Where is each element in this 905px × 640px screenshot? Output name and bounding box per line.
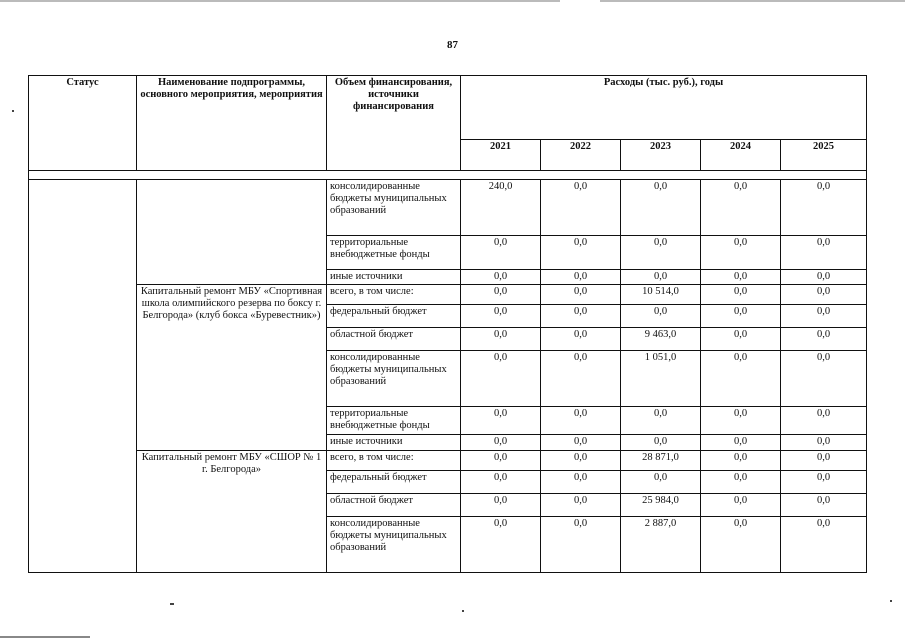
- year-2021: 2021: [461, 139, 541, 170]
- source-cell: областной бюджет: [327, 494, 461, 517]
- measure-name-sshor-1: Капитальный ремонт МБУ «СШОР № 1 г. Белгорода»: [137, 451, 327, 573]
- value-cell: 0,0: [781, 285, 867, 305]
- value-cell: 0,0: [461, 328, 541, 351]
- value-cell: 25 984,0: [621, 494, 701, 517]
- source-cell: консолидированные бюджеты муниципальных образований: [327, 517, 461, 573]
- value-cell: 0,0: [701, 236, 781, 270]
- value-cell: 0,0: [781, 270, 867, 285]
- source-cell: областной бюджет: [327, 328, 461, 351]
- value-cell: 0,0: [461, 517, 541, 573]
- value-cell: 0,0: [621, 407, 701, 435]
- value-cell: 0,0: [461, 451, 541, 471]
- scan-speck: [890, 600, 892, 602]
- scan-speck: [462, 610, 464, 612]
- scan-edge-line: [0, 0, 905, 2]
- table-row: [29, 180, 867, 236]
- scan-speck: [12, 110, 14, 112]
- value-cell: 0,0: [781, 451, 867, 471]
- header-expenses: Расходы (тыс. руб.), годы: [461, 76, 867, 140]
- value-cell: 0,0: [781, 517, 867, 573]
- value-cell: 0,0: [541, 270, 621, 285]
- value-cell: 0,0: [701, 471, 781, 494]
- header-name: Наименование подпрограммы, основного мероприятия, мероприятия: [137, 76, 327, 171]
- value-cell: 0,0: [781, 494, 867, 517]
- value-cell: 0,0: [781, 351, 867, 407]
- value-cell: 0,0: [461, 270, 541, 285]
- header-funding: Объем финансирования, источники финансирования: [327, 76, 461, 171]
- source-cell: иные источники: [327, 270, 461, 285]
- source-cell: всего, в том числе:: [327, 285, 461, 305]
- value-cell: 0,0: [541, 305, 621, 328]
- value-cell: 0,0: [461, 236, 541, 270]
- status-cell: [29, 180, 137, 573]
- header-gap: [29, 171, 867, 180]
- value-cell: 0,0: [541, 451, 621, 471]
- value-cell: 9 463,0: [621, 328, 701, 351]
- year-2024: 2024: [701, 139, 781, 170]
- value-cell: 1 051,0: [621, 351, 701, 407]
- value-cell: 0,0: [461, 305, 541, 328]
- value-cell: 0,0: [461, 285, 541, 305]
- value-cell: 0,0: [781, 180, 867, 236]
- table-row: [29, 451, 867, 471]
- value-cell: 0,0: [621, 305, 701, 328]
- value-cell: 0,0: [541, 236, 621, 270]
- value-cell: 0,0: [461, 471, 541, 494]
- source-cell: иные источники: [327, 435, 461, 451]
- source-cell: всего, в том числе:: [327, 451, 461, 471]
- source-cell: территориальные внебюджетные фонды: [327, 407, 461, 435]
- source-cell: консолидированные бюджеты муниципальных образований: [327, 351, 461, 407]
- value-cell: 10 514,0: [621, 285, 701, 305]
- value-cell: 0,0: [541, 180, 621, 236]
- year-2023: 2023: [621, 139, 701, 170]
- value-cell: 240,0: [461, 180, 541, 236]
- value-cell: 0,0: [781, 328, 867, 351]
- source-cell: территориальные внебюджетные фонды: [327, 236, 461, 270]
- value-cell: 0,0: [541, 471, 621, 494]
- value-cell: 0,0: [781, 435, 867, 451]
- value-cell: 0,0: [541, 517, 621, 573]
- value-cell: 2 887,0: [621, 517, 701, 573]
- value-cell: 0,0: [701, 517, 781, 573]
- value-cell: 0,0: [461, 407, 541, 435]
- value-cell: 0,0: [701, 407, 781, 435]
- value-cell: 0,0: [781, 471, 867, 494]
- value-cell: 0,0: [541, 285, 621, 305]
- value-cell: 0,0: [701, 305, 781, 328]
- value-cell: 0,0: [701, 494, 781, 517]
- value-cell: 0,0: [781, 305, 867, 328]
- page-number: 87: [447, 39, 458, 51]
- value-cell: 0,0: [541, 494, 621, 517]
- value-cell: 0,0: [541, 328, 621, 351]
- value-cell: 0,0: [621, 236, 701, 270]
- value-cell: 0,0: [701, 451, 781, 471]
- value-cell: 0,0: [621, 270, 701, 285]
- value-cell: 0,0: [541, 351, 621, 407]
- header-status: Статус: [29, 76, 137, 171]
- value-cell: 0,0: [461, 435, 541, 451]
- value-cell: 0,0: [701, 435, 781, 451]
- value-cell: 0,0: [701, 270, 781, 285]
- value-cell: 0,0: [541, 407, 621, 435]
- scan-speck: [170, 603, 174, 605]
- value-cell: 28 871,0: [621, 451, 701, 471]
- value-cell: 0,0: [621, 180, 701, 236]
- year-2025: 2025: [781, 139, 867, 170]
- table-row: [29, 285, 867, 305]
- value-cell: 0,0: [461, 494, 541, 517]
- value-cell: 0,0: [781, 407, 867, 435]
- scan-edge-line: [0, 636, 90, 638]
- value-cell: 0,0: [701, 285, 781, 305]
- value-cell: 0,0: [621, 435, 701, 451]
- source-cell: консолидированные бюджеты муниципальных образований: [327, 180, 461, 236]
- value-cell: 0,0: [701, 351, 781, 407]
- value-cell: 0,0: [781, 236, 867, 270]
- year-2022: 2022: [541, 139, 621, 170]
- value-cell: 0,0: [701, 328, 781, 351]
- name-cell-empty: [137, 180, 327, 285]
- value-cell: 0,0: [541, 435, 621, 451]
- source-cell: федеральный бюджет: [327, 471, 461, 494]
- measure-name-boxing-club: Капитальный ремонт МБУ «Спортивная школа олимпийского резерва по боксу г. Белгорода» (клуб бокса «Буревестник»): [137, 285, 327, 451]
- header-row: [29, 76, 867, 140]
- value-cell: 0,0: [621, 471, 701, 494]
- source-cell: федеральный бюджет: [327, 305, 461, 328]
- value-cell: 0,0: [701, 180, 781, 236]
- expenses-table: [28, 75, 867, 573]
- value-cell: 0,0: [461, 351, 541, 407]
